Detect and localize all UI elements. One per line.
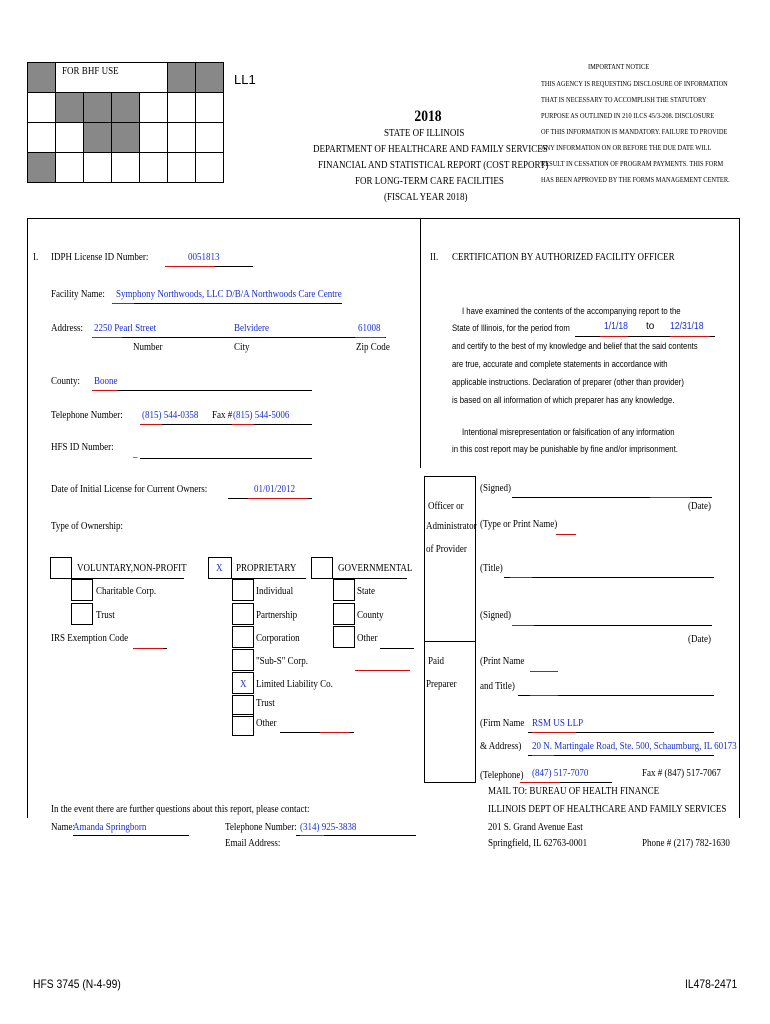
firm-value[interactable]: RSM US LLP — [532, 717, 584, 729]
notice-line: OF THIS INFORMATION IS MANDATORY. FAILURE TO PROVIDE — [541, 127, 728, 136]
cert-line: and certify to the best of my knowledge and belief that the said contents — [452, 341, 698, 351]
zip-value[interactable]: 61008 — [358, 322, 381, 334]
mail-line: MAIL TO: BUREAU OF HEALTH FINANCE — [488, 785, 660, 797]
corporation-label: Corporation — [256, 632, 300, 644]
hfs-value[interactable]: _ — [133, 447, 138, 459]
state-checkbox[interactable] — [333, 579, 355, 601]
section2-title: CERTIFICATION BY AUTHORIZED FACILITY OFFICER — [452, 251, 675, 263]
facility-value[interactable]: Symphony Northwoods, LLC D/B/A Northwoods Care Centre — [116, 288, 342, 300]
voluntary-label: VOLUNTARY,NON-PROFIT — [77, 562, 187, 574]
preparer-name-label: (Print Name — [480, 655, 525, 667]
sub-s-checkbox[interactable] — [232, 649, 254, 671]
notice-title: IMPORTANT NOTICE — [588, 62, 650, 71]
contact-tel-label: Telephone Number: — [225, 821, 297, 833]
preparer-side-label: Paid — [428, 655, 445, 667]
header-year: 2018 — [414, 108, 442, 125]
section-divider — [420, 218, 421, 468]
state-label: State — [357, 585, 376, 597]
corporation-checkbox[interactable] — [232, 626, 254, 648]
individual-label: Individual — [256, 585, 294, 597]
firm-address-label: & Address) — [480, 740, 522, 752]
address-label: Address: — [51, 322, 84, 334]
contact-email-label: Email Address: — [225, 837, 281, 849]
cert-line: are true, accurate and complete statements in accordance with — [452, 359, 668, 369]
firm-address-value[interactable]: 20 N. Martingale Road, Ste. 500, Schaumburg, IL 60173 — [532, 740, 737, 752]
trust-label: Trust — [96, 609, 115, 621]
header-line1: STATE OF ILLINOIS — [384, 127, 465, 139]
firm-label: (Firm Name — [480, 717, 525, 729]
officer-name-label: (Type or Print Name) — [480, 518, 558, 530]
mail-line: 201 S. Grand Avenue East — [488, 821, 583, 833]
license-value[interactable]: 0051813 — [188, 251, 220, 263]
period-to-value[interactable]: 12/31/18 — [670, 321, 704, 332]
footer-form-number: HFS 3745 (N-4-99) — [33, 977, 121, 991]
notice-line: HAS BEEN APPROVED BY THE FORMS MANAGEMENT CENTER. — [541, 175, 730, 184]
number-label: Number — [133, 341, 163, 353]
governmental-label: GOVERNMENTAL — [338, 562, 413, 574]
other-label: Other — [256, 717, 277, 729]
notice-line: PURPOSE AS OUTLINED IN 210 ILCS 45/3-208. DISCLOSURE — [541, 111, 715, 120]
warning-line: Intentional misrepresentation or falsification of any information — [462, 427, 675, 437]
sub-s-label: "Sub-S" Corp. — [256, 655, 308, 667]
fax-label: Fax # — [212, 409, 233, 421]
header-line3: FINANCIAL AND STATISTICAL REPORT (COST REPORT) — [318, 159, 549, 171]
city-value[interactable]: Belvidere — [234, 322, 270, 334]
individual-checkbox[interactable] — [232, 579, 254, 601]
mail-line: Springfield, IL 62763-0001 — [488, 837, 588, 849]
zip-label: Zip Code — [356, 341, 390, 353]
preparer-tel-label: (Telephone) — [480, 769, 524, 781]
cert-line: State of Illinois, for the period from — [452, 323, 570, 333]
notice-line: ANY INFORMATION ON OR BEFORE THE DUE DATE WILL — [541, 143, 712, 152]
bhf-use-grid — [27, 62, 224, 183]
irs-exemption-label: IRS Exemption Code — [51, 632, 129, 644]
section2-numeral: II. — [430, 251, 439, 263]
notice-line: RESULT IN CESSATION OF PROGRAM PAYMENTS. THIS FORM — [541, 159, 724, 168]
contact-tel-value[interactable]: (314) 925-3838 — [300, 821, 357, 833]
other-gov-label: Other — [357, 632, 378, 644]
contact-name-value[interactable]: Amanda Springborn — [73, 821, 147, 833]
officer-side-label: Officer or — [428, 500, 464, 512]
cert-line: applicable instructions. Declaration of preparer (other than provider) — [452, 377, 684, 387]
charitable-label: Charitable Corp. — [96, 585, 157, 597]
llc-mark: X — [240, 678, 247, 690]
header-line5: (FISCAL YEAR 2018) — [384, 191, 468, 203]
contact-name-label: Name: — [51, 821, 76, 833]
partnership-checkbox[interactable] — [232, 603, 254, 625]
trust2-label: Trust — [256, 697, 275, 709]
cert-line: I have examined the contents of the accompanying report to the — [462, 306, 681, 316]
ownership-label: Type of Ownership: — [51, 520, 124, 532]
preparer-tel-value[interactable]: (847) 517-7070 — [532, 767, 589, 779]
proprietary-mark: X — [216, 562, 223, 574]
bhf-use-label: FOR BHF USE — [62, 65, 119, 77]
county-gov-label: County — [357, 609, 384, 621]
county-checkbox[interactable] — [333, 603, 355, 625]
facility-label: Facility Name: — [51, 288, 105, 300]
form-code: LL1 — [234, 72, 256, 87]
trust-checkbox[interactable] — [71, 603, 93, 625]
notice-line: THAT IS NECESSARY TO ACCOMPLISH THE STATUTORY — [541, 95, 707, 104]
questions-intro: In the event there are further questions about this report, please contact: — [51, 803, 310, 815]
officer-title-label: (Title) — [480, 562, 503, 574]
preparer-date-label: (Date) — [688, 633, 712, 645]
other-gov-checkbox[interactable] — [333, 626, 355, 648]
notice-line: THIS AGENCY IS REQUESTING DISCLOSURE OF INFORMATION — [541, 79, 728, 88]
to-label: to — [646, 321, 655, 332]
proprietary-label: PROPRIETARY — [236, 562, 297, 574]
other-checkbox[interactable] — [232, 714, 254, 736]
governmental-checkbox[interactable] — [311, 557, 333, 579]
officer-date-label: (Date) — [688, 500, 712, 512]
llc-label: Limited Liability Co. — [256, 678, 333, 690]
header-line4: FOR LONG-TERM CARE FACILITIES — [355, 175, 504, 187]
street-value[interactable]: 2250 Pearl Street — [94, 322, 157, 334]
section1-numeral: I. — [33, 251, 39, 263]
preparer-signed-label: (Signed) — [480, 609, 512, 621]
officer-side-label: of Provider — [426, 543, 467, 555]
footer-code: IL478-2471 — [685, 977, 738, 991]
phone-value[interactable]: (815) 544-0358 — [142, 409, 199, 421]
initial-license-value[interactable]: 01/01/2012 — [254, 483, 296, 495]
mail-phone: Phone # (217) 782-1630 — [642, 837, 730, 849]
fax-value[interactable]: (815) 544-5006 — [233, 409, 290, 421]
partnership-label: Partnership — [256, 609, 298, 621]
period-from-value[interactable]: 1/1/18 — [604, 321, 628, 332]
county-label: County: — [51, 375, 81, 387]
county-value[interactable]: Boone — [94, 375, 118, 387]
cert-line: is based on all information of which preparer has any knowledge. — [452, 395, 675, 405]
hfs-label: HFS ID Number: — [51, 441, 114, 453]
city-label: City — [234, 341, 250, 353]
officer-side-label: Administrator — [426, 520, 477, 532]
warning-line: in this cost report may be punishable by fine and/or imprisonment. — [452, 444, 678, 454]
preparer-fax: Fax # (847) 517-7067 — [642, 767, 721, 779]
license-label: IDPH License ID Number: — [51, 251, 149, 263]
mail-line: ILLINOIS DEPT OF HEALTHCARE AND FAMILY SERVICES — [488, 803, 727, 815]
header-line2: DEPARTMENT OF HEALTHCARE AND FAMILY SERVICES — [313, 143, 548, 155]
preparer-side-label: Preparer — [426, 678, 457, 690]
phone-label: Telephone Number: — [51, 409, 123, 421]
charitable-checkbox[interactable] — [71, 579, 93, 601]
preparer-title-label: and Title) — [480, 680, 515, 692]
initial-license-label: Date of Initial License for Current Owners: — [51, 483, 208, 495]
officer-signed-label: (Signed) — [480, 482, 512, 494]
voluntary-checkbox[interactable] — [50, 557, 72, 579]
